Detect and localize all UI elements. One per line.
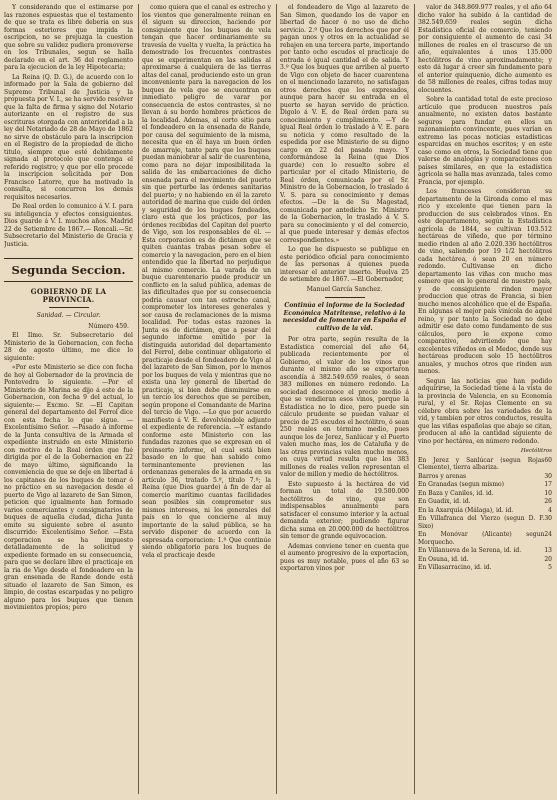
table-cell-value: 5 [548,564,552,571]
table-row [418,531,552,546]
table-cell-place: En Jerez y Sanlúcar (segun Rojas Clemente), tierra albariza. [418,456,545,471]
table-cell-value: 17 [544,481,552,488]
paragraph: el fondeadero de Vigo al lazareto de San Simon, quedando los de vapor en libertad de hacer ó no uso de dicho servicio. 2.º Que los derechos que por él pagan unos y otros en la actualidad se rebajen en una tercera parte, importando por tanto ocho escudos el practicaje de entrada é igual cantidad el de salida. Y 3.º Que los buques que arriben al puerto de Vigo con objeto de hacer cuarentena en el mencionado lazareto, no satisfagan otros derechos que los expresados, aunque para hacer su entrada en el puerto se hayan servido de práctico. Digolo á V. E. de Real órden para su conocimiento y cumplimiento. —Y de igual Real órden lo traslado á V. E. para su noticia y como resultado de la espedida por ese Ministerio de su digno cargo en 22 del pasado mayo. Y conformándose la Reina (que Dios guarde) con lo resuelto sobre el particular por el citado Ministerio, de Real órden, comunicada por el Sr. Ministro de la Gobernacion, lo traslado á V. S. para su conocimiento y demas efectos. —De la de Su Magestad, comunicada por antedicho Sr. Ministro de la Gobernacion, lo traslado á V. S. para su conocimiento y el del comercio, al que puede interesar y demás efectos correspondientes.» [280,4,409,244]
government-heading: GOBIERNO DE LA PROVINCIA. [30,287,107,304]
divider [49,307,89,308]
table-header: Hectólitros [520,448,552,454]
table-cell-value: 30 [544,515,552,522]
paragraph: Segun las noticias que han podido adquirirse, la Sociedad tiene á la vista de la provincia de Valencia, en su Economía rural, y el Sr. Rojas Clemente en su célebre obra sobre las variedades de la vid, y tambien por otros conductos, resulta que las viñas españolas que abajo se citan, producen al año la cantidad siguiente de vino por hectárea, en número redondo. [418,377,552,445]
paragraph: El Ilmo. Sr. Subsecretario del Ministerio de la Gobernacion, con fecha 28 de agosto último, me dice lo siguiente: [4,332,133,362]
paragraph: como quiera que el canal es estrecho y los vientos que generalmente reinan en él siguen su direccion, haciendo por consiguiente que los buques de vela tengan que hacer ordinariamente su travesía de vuelta y vuelta, la práctica ha demostrado los frecuentes contrastes que se experimentan en las salidas al aproximarse á cualquiera de las tierras altas del canal, produciendo esto un gran inconveniente para la navegacion de los buques de vela que se encuentran en inmediato peligro de varar por consecuencia de estos contrastes, si no llevan á su bordo hombres prácticos de la localidad. Ademas, al corto sitio para el fondeadero en la ensenada de Rande, por causa del seguimiento de la misma, necesita que en él haya un buen órden de amarraje, tanto para que los buques puedan maniobrar al salir de cuarentena, como para no dejar imposibilitada la salida de las embarcaciones de dicho ensenada para el movimiento del puerto sin que perturbe las órdenes sanitarias del puerto; y no habiendo en él la zareto autoridad de marina que cuide del órden y seguridad de los buques fondeados, claro está que los prácticos, por las órdenes recibidas del Capitan del puerto de Vigo, son los responsables de él. —Esta corporacion es de dictámen que se quiten cuantas trabas pesan sobre el comercio y la navegacion, pero en el bien entendido que la libertad no perjudique al mismo comercio. La varada de un buque cuarentenario puede producir un conflicto en la salud pública, ademas de las dificultades que por su consecuencia podria causar con tan estrecho canal, comprometer los intereses generales y sor causa de reclamaciones de la misma localidad. Por todas estas razones la Junta es de dictámen, que a pesar del segundo informe emitido por la distinguida autoridad del departamento del Ferrol, debe continuar obligatorio el practicaje desde el fondeadero de Vigo al del lazareto de San Simon, por lo menos por los buques de vela y mientras que no exista una ley general de libertad de practicaje, si bien debe disminuirse en un tercio los derechos que se perciben, según propone el Comandante de Marina del tercio de Vigo. —Lo que por acuerdo manifiesto á V. E. devolviéndole adjunto el expediente de referencia. —Y estando conforme este Ministerio con las fundadas razones que se expresan en el preinserto informe, el cual está bien basado en lo que han sabido como terminantemente previenen las ordenanzas generales de la armada en su artículo 36, tratado 5.º, título 7.º; la Reina (que Dios guarde) á fin de dar al comercio marítimo cuantas facilidades sean posibles sin comprometer sus mismos intereses, ni los generales del país en lo que concierne al muy importante de la salud pública, se ha servido disponer de acuerdo con la espresada corporacion: 1.º Que continúe siendo obligatorio para los buques de vela el practicaje desde [142,4,271,559]
table-cell-place: Barros y arenas [418,472,467,480]
table-row [418,481,552,489]
column-3 [280,4,409,794]
table-cell-value: 60 [544,456,552,464]
table-row [418,490,552,498]
table-cell-place: En Villanueva de la Serena, id. id. [418,547,522,554]
table-row [418,564,552,572]
article-heading: Continúa el informe de la Sociedad Económica Matritense, relativo á la necesidad de fomentar en España el cultivo de la vid. [282,302,407,332]
table-row [418,507,552,515]
paragraph: valor de 348.869.977 reales, y el año 64 dicho valor ha subido á la cantidad de 382.549.659 reales según dicha Estadística oficial de comercio, teniendo por consiguiente el aumento de casi 34 millones de reales en el trascurso de un año, equivalentes á unos 135.000 hectólitros de vino aproximadamente; y esto dá lugar á creer sin fundamento para el anterior quinquenio, dicho aumento es de 58 millones de reales, cifras todas muy elocuentes. [418,4,552,94]
table-cell-place: En Baza y Caniles, id. id. [418,489,494,497]
column-2 [142,4,271,794]
divider [325,297,365,298]
table-cell-value: 24 [544,531,552,538]
table-row [418,515,552,530]
table-cell-place: En Granadas (segun mismo) [418,481,505,488]
column-1 [4,4,133,794]
paragraph: «Por este Ministerio se dice con fecha de hoy al Gobernador de la provincia de Pontevedra lo siguiente. —Por el Ministerio de Marina se dijo á este de la Gobernacion, con fecha 9 del actual, lo siguiente:— Excmo. Sr. —El Capitan general del departamento del Ferrol dice con esta fecha lo que sigue. —Excelentísimo Señor. —Pasado á informe de la Junta consultiva de la Armada el expediente instruido en este Ministerio con motivo de la Real órden que fué dirigida por el de la Gobernacion en 22 de mayo último, significando la conveniencia de que se deje en libertad á los capitanes de los buques de tomar ó no práctico en su navegacion desde el puerto de Vigo al lazareto de San Simon, peticion que igualmente han formado varios comerciantes y consignatarios de buques de aquella ciudad, dicha Junta emite su siguiente sobre el asunto discurrido: Excelentísimo Señor. —Esta corporacion se ha impuesto detalladamente de la solicitud y expediente formado en su consecuencia, para que se declare libre el practicaje en la ria de Vigo desde el fondeadero en la gran ensenada de Rande donde está situado el lazareto de San Simon, es limpio, de costas escarpadas y no peligro alguno para los buques que tienen movimientos propios; pero [4,364,133,611]
paragraph: Ademas conviene tener en cuenta que el aumento progresivo de la exportacion, pues es muy notable, pues el año 63 se exportaron vinos por [280,542,409,572]
column-divider [276,4,277,794]
table-cell-place: En Monóvar (Alicante) segun Morquecho. [418,531,545,546]
table-cell-value: 20 [544,555,552,563]
column-4 [418,4,552,794]
table-cell-place: En Villasarracino, id. id. [418,564,492,571]
paragraph: Lo que he dispuesto se publique en este periódico oficial para conocimiento de las personas á quienes pueda interesar el anterior inserto. Huelva 25 de setiembre de 1867. —El Gobernador, [280,246,409,283]
table-cell-value: 4 [548,506,552,514]
paragraph: La Reina (Q. D. G.), de acuerdo con lo informado por la Sala de gobierno del Supremo Tribunal de Justicia y la propuesta por V. I., se ha servido resolver que la falta de firma y signo del Notario autorizante en el registro de sus escrituras otorgada con anterioridad a la ley del Notariado de 28 de Mayo de 1862 no sirve de obstáculo para la inscripcion en el Registro de la propiedad de dicho titulo, siempre que esté debidamente signada al protocolo que contenga el referido registro; y que por ello procede la inscripcion solicitada por Don Francisco Latorre, que ha motivado la consulta, si concurren los demás requisitos necesarios. [4,73,133,201]
subheading: Sanidad. — Circular. [36,312,101,319]
document-number: Número 459. [88,322,129,330]
paragraph: Por otra parte, según resulta de la Estadística comercial del año 64, publicada recientemente por el Gobierno, el valor de los vinos que durante el mismo año se exportaron ascendía á 382.549.659 reales, ó sean 383 millones en número redondo. La sociedad desconoce el precio medio á que se vendieran esos vinos, porque la Estadística no lo dice, pero puede sin cálculo prudente se puedan valuar el precio de 25 escudos el hectólitro, ó sean 250 reales en término medio, pues aunque los de Jerez, Sanlúcar y el Puerto valen mucho mas, los de Cataluña y de las otras provincias valen mucho menos, en cuya virtud resulta que los 383 millones de reales vellon representan el valor de millon y medio de hectólitros. [280,336,409,478]
yield-table [418,457,552,572]
table-cell-place: En la Axarquía (Málaga), id. id. [418,506,514,514]
table-cell-value: 13 [544,547,552,554]
table-cell-place: En Guadix, id. id. [418,498,471,505]
table-cell-value: 30 [544,472,552,480]
table-cell-place: En Osuna, id. id. [418,555,469,563]
table-cell-value: 26 [544,498,552,505]
paragraph: De Real orden lo comunico á V. I. para su inteligencia y efectos consiguientes. Dios guarde á V. I. muchos años. Madrid 22 de Setiembre de 1867.— Roncali.—Sr. Subsecretario del Ministerio de Gracia y Justicia. [4,203,133,248]
table-cell-place: En Villafranca del Vierzo (segun D. F. Sixo) [418,515,545,530]
paragraph: Esto supuesto á la hectárea de vid forman un total de 19.500.000 hectólitros de vino, que son indispensables anualmente para satisfacer el consumo interior y la actual demanda exterior; pudiendo figurar dicha suma en 20.000.000 de hectólitros sin temor de grande equivocacion. [280,480,409,540]
paragraph: Y considerando que el estimarse por las razones espuestas que el testamento de que se trata es libre debería en sus formas esteriores que impida la escripcion, no se prejuzga la cuestion que sobre su validez pudiera promoverse en los Tribunales, segun se halla declarado en el art. 36 del reglamento para la ejecucion de la ley Hipotecaria; [4,4,133,71]
column-divider [138,4,139,794]
table-cell-value: 10 [544,489,552,497]
paragraph: Sobre la cantidad total de este precioso artículo que producen nuestros país anualmente, no existen datos bastante seguros para fundar en ellos un razonamiento convincente, pues varían en extremo las pocas noticias estadísticas esparcidas en muchos escritos; y en este caso como en otros, la Sociedad tiene que valerse de analogías y comparaciones con países similares, en que la estadística agrícola se halla mas avanzada, tales como Francia, por ejemplo. [418,96,552,186]
table-row [418,547,552,555]
section-title: Segunda Seccion. [4,258,133,282]
table-row [418,556,552,564]
table-row [418,498,552,506]
table-row [418,457,552,472]
paragraph: Los franceses consideran su departamento de la Gironda como el mas rico y excelente que tienen para la produccion de sus celebrados vinos. En este departamento, según la Estadística agrícola de 1844, se cultivan 103.512 hectáreas de viñedo, que por término medio rinden al año 2.020.336 hectólitros de vino, saliendo por 19 1/2 hectólitros cada hectárea, ó sean 20 en número redondo. Cultivanse en dicho departamento las viñas con mucho mas esmero que en lo general de nuestro país, y de consiguiente rinden mayor produccion que otras de Francia, si bien mucho menos alcohólico que el de España. En algunas el mejor país vinícola de aquel reino, y por tanto la Sociedad no debe admitir ese dato como fundamento de sus cálculos, pero le expone como comparativo, advirtiendo que hay excelentes viñedos en el Medoc, donde sus hectáreas producen solo 15 hectólitros anuales, y muchos otros que rinden aun menos. [418,188,552,375]
signature: Manuel García Sanchez. [306,285,383,293]
column-divider [414,4,415,794]
table-row [418,473,552,481]
